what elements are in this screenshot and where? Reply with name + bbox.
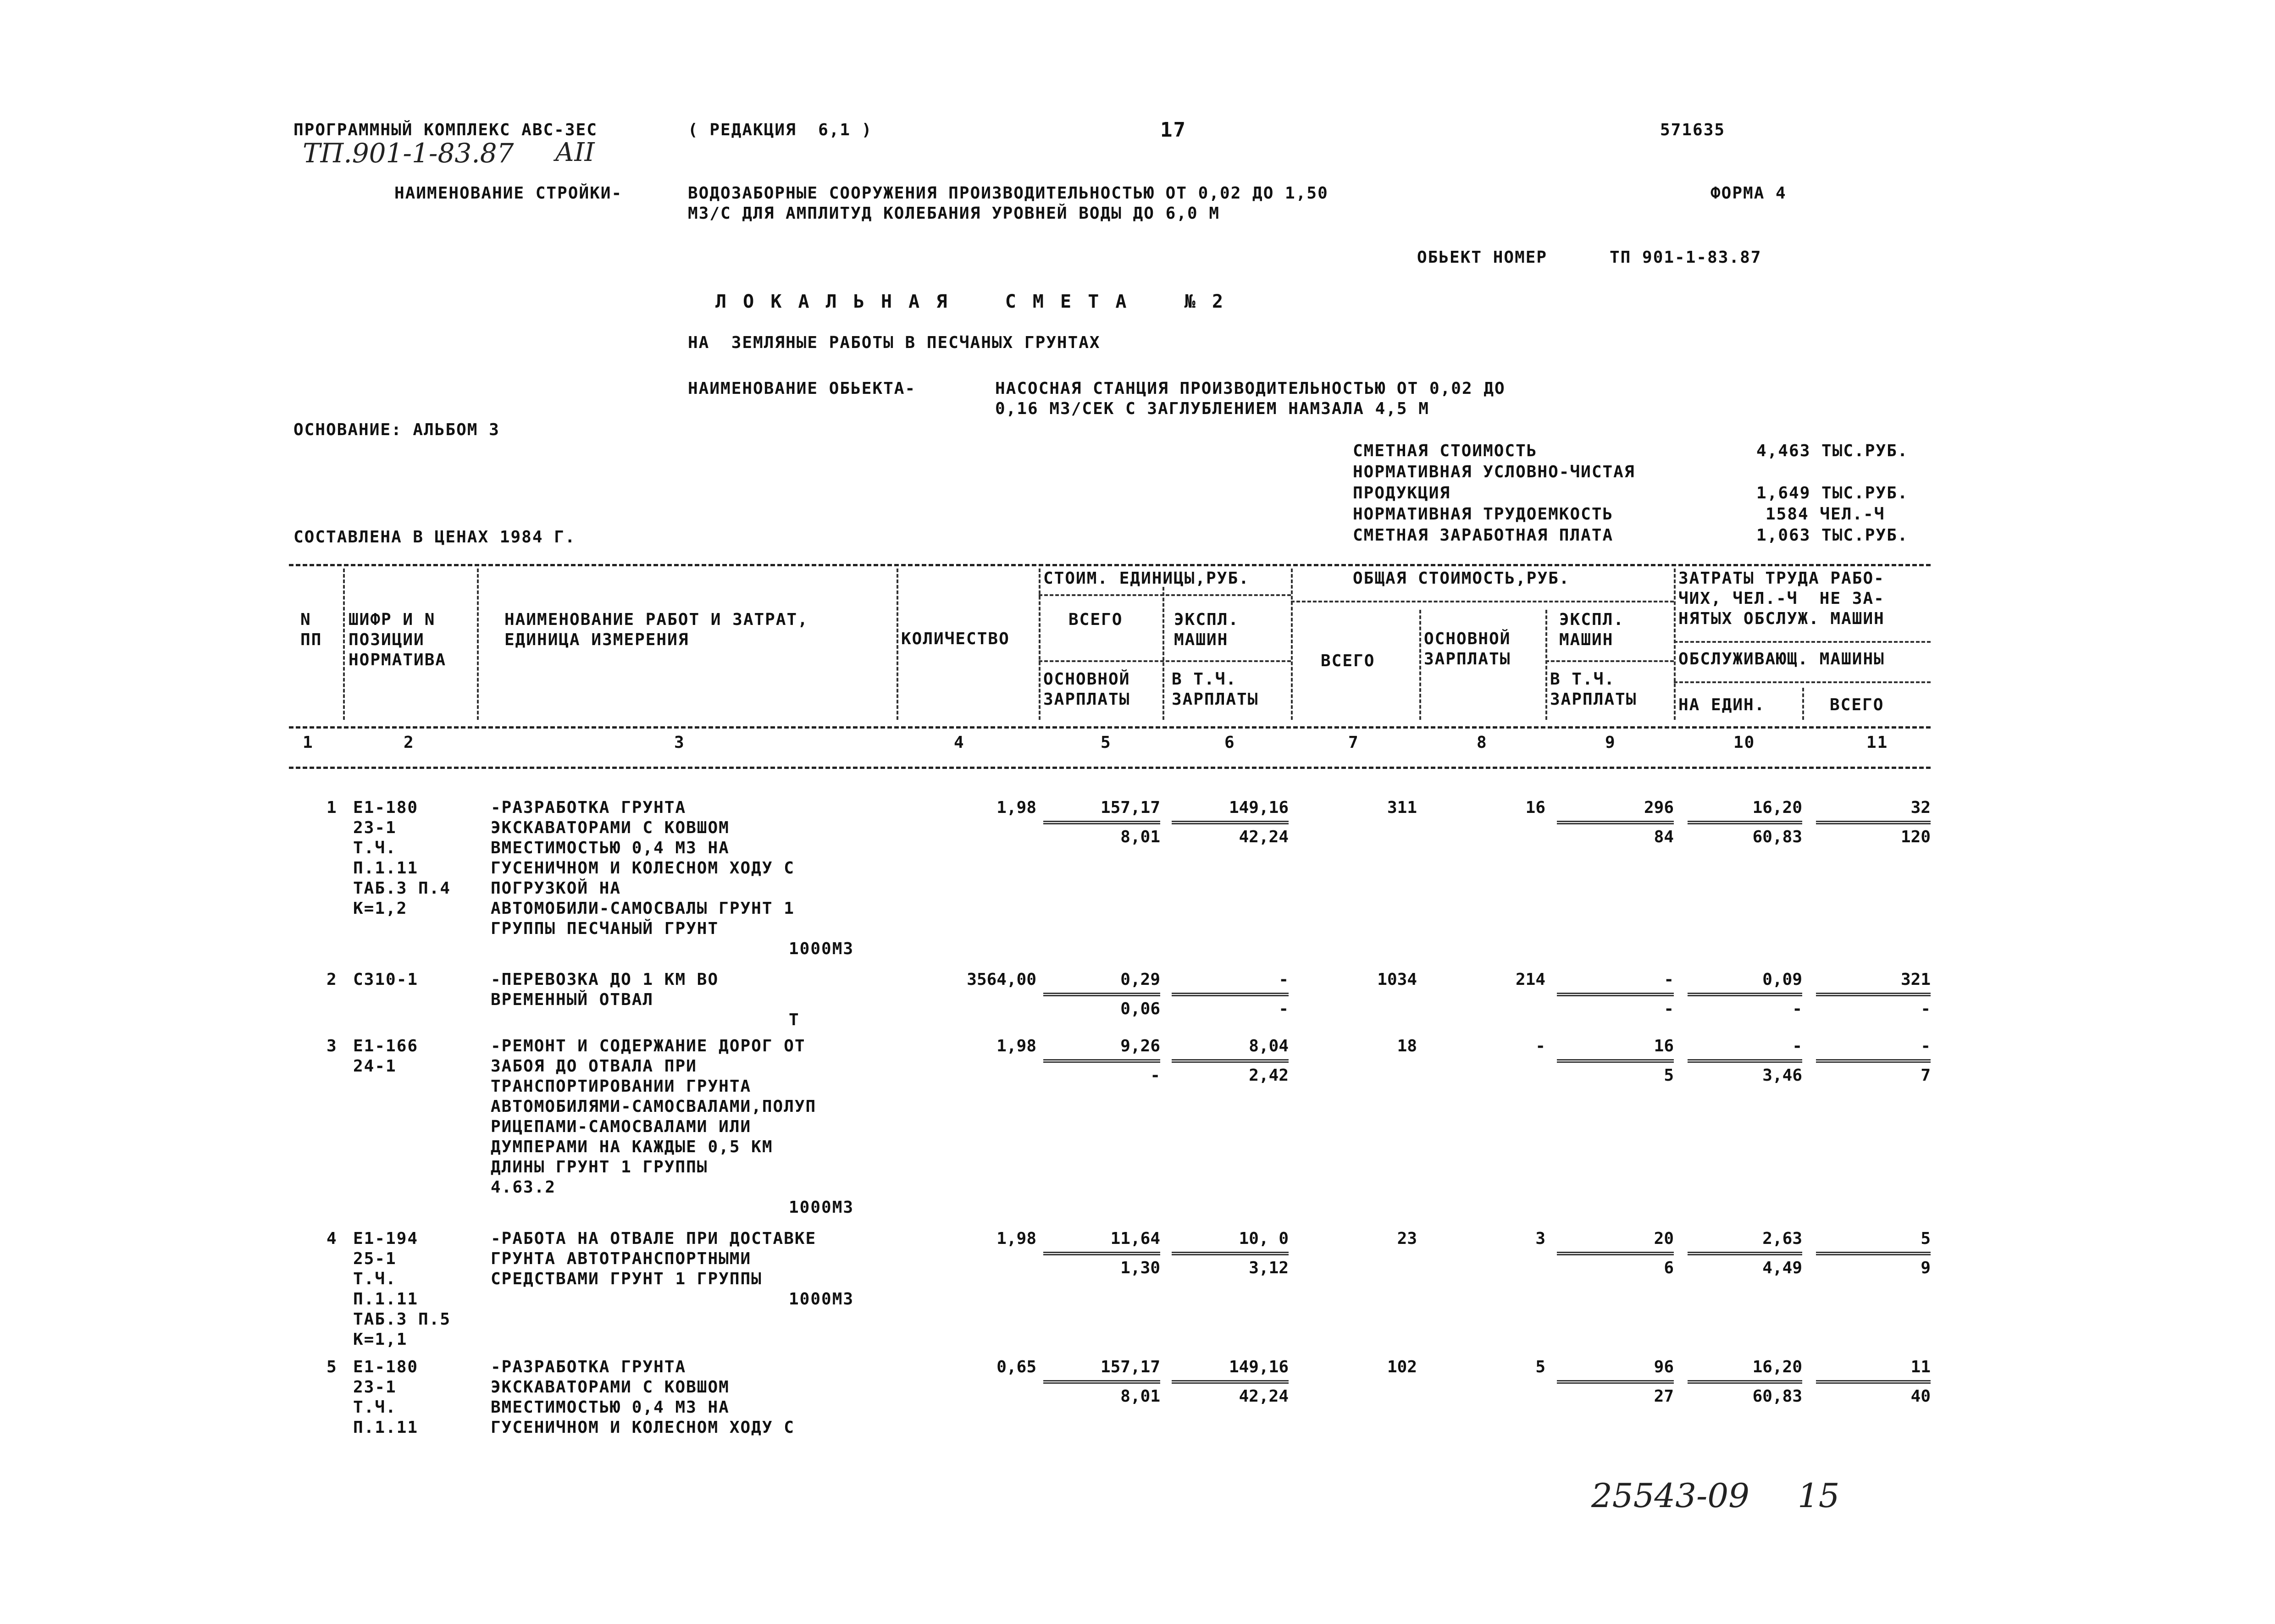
col-header-11: ВСЕГО <box>1830 696 1884 714</box>
program-name: ПРОГРАММНЫЙ КОМПЛЕКС АВС-ЗЕС <box>293 121 598 139</box>
col-header-9b: В Т.Ч. ЗАРПЛАТЫ <box>1550 670 1637 709</box>
row-total-cost: 311 <box>1387 798 1417 817</box>
col-header-10: НА ЕДИН. <box>1678 696 1766 714</box>
group-header-labor: ЗАТРАТЫ ТРУДА РАБО- ЧИХ, ЧЕЛ.-Ч НЕ ЗА- НЯТЫХ ОБСЛУЖ. МАШИН <box>1678 569 1885 628</box>
group-rule <box>1039 660 1291 662</box>
row-code: Е1-166 24-1 <box>353 1037 419 1076</box>
edition-label: ( РЕДАКЦИЯ 6,1 ) <box>688 121 873 139</box>
row-unit-cost-machines: 149,16 <box>1229 798 1289 817</box>
group-rule <box>1674 641 1931 643</box>
stroika-line1: ВОДОЗАБОРНЫЕ СООРУЖЕНИЯ ПРОИЗВОДИТЕЛЬНОСТЬЮ ОТ 0,02 ДО 1,50 <box>688 184 1328 203</box>
col-header-3: НАИМЕНОВАНИЕ РАБОТ И ЗАТРАТ, ЕДИНИЦА ИЗМЕРЕНИЯ <box>504 610 808 649</box>
row-unit-cost-wages: 8,01 <box>1120 828 1160 846</box>
col-sep <box>1545 610 1547 720</box>
row-labor-total: 32 <box>1910 798 1931 817</box>
sheet-number: 15 <box>1798 1476 1840 1515</box>
row-unit-cost-machine-wages: 2,42 <box>1249 1066 1289 1085</box>
row-code: Е1-180 23-1 Т.Ч. П.1.11 ТАБ.3 П.4 К=1,2 <box>353 798 451 918</box>
col-header-1: N ПП <box>300 610 322 649</box>
value-divider <box>1816 1252 1931 1255</box>
col-number: 3 <box>674 733 685 752</box>
row-total-machine-wages: 5 <box>1664 1066 1674 1085</box>
col-number: 8 <box>1477 733 1488 752</box>
row-total-wages: - <box>1535 1037 1545 1055</box>
summary-value: 1,649 ТЫС.РУБ. <box>1756 484 1909 503</box>
row-name: -РЕМОНТ И СОДЕРЖАНИЕ ДОРОГ ОТ ЗАБОЯ ДО ОТВАЛА ПРИ ТРАНСПОРТИРОВАНИИ ГРУНТА АВТОМОБИЛЯМИ-САМОСВАЛАМИ,ПОЛУП РИЦЕПАМИ-САМОСВАЛАМИ ИЛИ ДУМПЕРАМИ НА КАЖДЫЕ 0,5 КМ ДЛИНЫ ГРУНТ 1 ГРУППЫ 4.63.2 <box>491 1037 817 1197</box>
col-number: 9 <box>1605 733 1616 752</box>
row-labor-unit: 16,20 <box>1752 1358 1802 1376</box>
value-divider <box>1816 1380 1931 1384</box>
col-sep <box>897 569 898 720</box>
value-divider <box>1557 821 1674 824</box>
row-unit: Т <box>789 1011 800 1029</box>
row-qty: 3564,00 <box>967 970 1036 989</box>
row-number: 4 <box>327 1229 338 1248</box>
value-divider <box>1557 1059 1674 1063</box>
row-qty: 1,98 <box>996 1229 1036 1248</box>
value-divider <box>1043 1252 1160 1255</box>
column-numbers-rule <box>289 767 1931 769</box>
row-unit-cost-machine-wages: - <box>1279 1000 1289 1018</box>
object-number: ТП 901-1-83.87 <box>1610 248 1762 267</box>
table-top-rule <box>289 564 1931 566</box>
col-sep <box>477 569 479 720</box>
col-header-5a: ВСЕГО <box>1068 610 1123 629</box>
row-labor-unit-machines: 3,46 <box>1762 1066 1802 1085</box>
row-number: 5 <box>327 1358 338 1376</box>
value-divider <box>1688 1252 1802 1255</box>
col-header-4: КОЛИЧЕСТВО <box>901 630 1010 648</box>
row-unit-cost-total: 0,29 <box>1120 970 1160 989</box>
col-number: 7 <box>1348 733 1359 752</box>
value-divider <box>1172 1059 1289 1063</box>
row-total-machines: 16 <box>1654 1037 1674 1055</box>
value-divider <box>1557 993 1674 996</box>
row-labor-unit-machines: - <box>1792 1000 1802 1018</box>
row-qty: 1,98 <box>996 798 1036 817</box>
col-header-6a: ЭКСПЛ. МАШИН <box>1174 610 1240 649</box>
col-number: 5 <box>1101 733 1112 752</box>
row-labor-unit-machines: 4,49 <box>1762 1259 1802 1277</box>
handwritten-album: АII <box>555 138 595 167</box>
value-divider <box>1557 1380 1674 1384</box>
osnovanie: ОСНОВАНИЕ: АЛЬБОМ 3 <box>293 420 500 439</box>
row-unit-cost-wages: 1,30 <box>1120 1259 1160 1277</box>
row-labor-total: 5 <box>1921 1229 1931 1248</box>
row-unit-cost-machines: 8,04 <box>1249 1037 1289 1055</box>
col-header-8: ОСНОВНОЙ ЗАРПЛАТЫ <box>1424 630 1511 668</box>
object-name-label: НАИМЕНОВАНИЕ ОБЬЕКТА- <box>688 379 916 398</box>
row-labor-unit: - <box>1792 1037 1802 1055</box>
row-total-machines: 96 <box>1654 1358 1674 1376</box>
row-unit-cost-total: 157,17 <box>1100 798 1160 817</box>
value-divider <box>1043 993 1160 996</box>
row-unit-cost-wages: 0,06 <box>1120 1000 1160 1018</box>
row-total-wages: 16 <box>1525 798 1545 817</box>
handwritten-ref: ТП.901-1-83.87 <box>303 138 514 169</box>
row-labor-unit: 16,20 <box>1752 798 1802 817</box>
col-number: 4 <box>954 733 965 752</box>
row-total-machines: - <box>1664 970 1674 989</box>
value-divider <box>1172 993 1289 996</box>
row-labor-total-machines: - <box>1921 1000 1931 1018</box>
row-unit-cost-machine-wages: 42,24 <box>1239 828 1289 846</box>
stroika-line2: М3/С ДЛЯ АМПЛИТУД КОЛЕБАНИЯ УРОВНЕЙ ВОДЫ ДО 6,0 М <box>688 204 1220 223</box>
object-name-line2: 0,16 М3/СЕК С ЗАГЛУБЛЕНИЕМ НАМЗАЛА 4,5 М <box>995 399 1429 418</box>
summary-value: 1,063 ТЫС.РУБ. <box>1756 526 1909 545</box>
row-labor-total-machines: 40 <box>1910 1387 1931 1406</box>
value-divider <box>1816 993 1931 996</box>
col-sep <box>1039 569 1041 720</box>
group-rule <box>1291 601 1674 602</box>
row-total-wages: 3 <box>1535 1229 1545 1248</box>
row-unit: 1000М3 <box>789 1198 854 1217</box>
row-number: 3 <box>327 1037 338 1055</box>
col-header-2: ШИФР И N ПОЗИЦИИ НОРМАТИВА <box>349 610 447 669</box>
header-bottom-rule <box>289 726 1931 729</box>
row-unit-cost-total: 157,17 <box>1100 1358 1160 1376</box>
row-unit-cost-machines: - <box>1279 970 1289 989</box>
row-labor-total: - <box>1921 1037 1931 1055</box>
row-code: Е1-194 25-1 Т.Ч. П.1.11 ТАБ.3 П.5 К=1,1 <box>353 1229 451 1349</box>
row-total-machine-wages: 84 <box>1654 828 1674 846</box>
value-divider <box>1172 821 1289 824</box>
value-divider <box>1043 821 1160 824</box>
value-divider <box>1688 1059 1802 1063</box>
value-divider <box>1557 1252 1674 1255</box>
row-code: Е1-180 23-1 Т.Ч. П.1.11 <box>353 1358 419 1437</box>
row-labor-unit: 2,63 <box>1762 1229 1802 1248</box>
summary-label: СМЕТНАЯ ЗАРАБОТНАЯ ПЛАТА <box>1353 526 1614 545</box>
row-name: -РАБОТА НА ОТВАЛЕ ПРИ ДОСТАВКЕ ГРУНТА АВТОТРАНСПОРТНЫМИ СРЕДСТВАМИ ГРУНТ 1 ГРУППЫ <box>491 1229 817 1288</box>
row-total-machines: 20 <box>1654 1229 1674 1248</box>
summary-value: 4,463 ТЫС.РУБ. <box>1756 442 1909 460</box>
summary-label: НОРМАТИВНАЯ УСЛОВНО-ЧИСТАЯ <box>1353 463 1635 481</box>
object-name-line1: НАСОСНАЯ СТАНЦИЯ ПРОИЗВОДИТЕЛЬНОСТЬЮ ОТ 0,02 ДО <box>995 379 1506 398</box>
document-subtitle: НА ЗЕМЛЯНЫЕ РАБОТЫ В ПЕСЧАНЫХ ГРУНТАХ <box>688 333 1101 352</box>
row-unit: 1000М3 <box>789 1290 854 1309</box>
forma-label: ФОРМА 4 <box>1710 184 1787 203</box>
summary-label: НОРМАТИВНАЯ ТРУДОЕМКОСТЬ <box>1353 505 1614 524</box>
group-rule <box>1545 660 1674 662</box>
document-code: 571635 <box>1660 121 1726 139</box>
row-total-machine-wages: - <box>1664 1000 1674 1018</box>
row-name: -ПЕРЕВОЗКА ДО 1 КМ ВО ВРЕМЕННЫЙ ОТВАЛ <box>491 970 719 1009</box>
value-divider <box>1688 1380 1802 1384</box>
value-divider <box>1172 1252 1289 1255</box>
col-number: 1 <box>303 733 314 752</box>
col-number: 6 <box>1224 733 1235 752</box>
row-qty: 1,98 <box>996 1037 1036 1055</box>
row-name: -РАЗРАБОТКА ГРУНТА ЭКСКАВАТОРАМИ С КОВШОМ ВМЕСТИМОСТЬЮ 0,4 М3 НА ГУСЕНИЧНОМ И КОЛЕСНОМ ХОДУ С ПОГРУЗКОЙ НА АВТОМОБИЛИ-САМОСВАЛЫ ГРУНТ 1 ГРУППЫ ПЕСЧАНЫЙ ГРУНТ <box>491 798 795 938</box>
row-unit-cost-machines: 10, 0 <box>1239 1229 1289 1248</box>
row-unit-cost-total: 11,64 <box>1110 1229 1160 1248</box>
group-header-unit-cost: СТОИМ. ЕДИНИЦЫ,РУБ. <box>1043 569 1250 588</box>
row-total-machine-wages: 27 <box>1654 1387 1674 1406</box>
col-sep <box>1674 569 1676 720</box>
row-labor-unit: 0,09 <box>1762 970 1802 989</box>
document-title: Л О К А Л Ь Н А Я С М Е Т А № 2 <box>715 291 1226 312</box>
value-divider <box>1172 1380 1289 1384</box>
row-total-wages: 214 <box>1515 970 1545 989</box>
value-divider <box>1816 821 1931 824</box>
row-name: -РАЗРАБОТКА ГРУНТА ЭКСКАВАТОРАМИ С КОВШОМ ВМЕСТИМОСТЬЮ 0,4 М3 НА ГУСЕНИЧНОМ И КОЛЕСНОМ ХОДУ С <box>491 1358 795 1437</box>
group-header-total-cost: ОБЩАЯ СТОИМОСТЬ,РУБ. <box>1353 569 1570 588</box>
page-number: 17 <box>1160 118 1186 142</box>
col-header-9a: ЭКСПЛ. МАШИН <box>1559 610 1625 649</box>
row-labor-total: 321 <box>1900 970 1931 989</box>
row-number: 1 <box>327 798 338 817</box>
row-total-machine-wages: 6 <box>1664 1259 1674 1277</box>
row-unit-cost-machine-wages: 3,12 <box>1249 1259 1289 1277</box>
col-number: 10 <box>1733 733 1755 752</box>
group-rule <box>1674 681 1931 683</box>
row-number: 2 <box>327 970 338 989</box>
col-sep <box>1802 688 1804 720</box>
stamp-number: 25543-09 <box>1591 1476 1749 1515</box>
value-divider <box>1043 1380 1160 1384</box>
object-number-label: ОБЬЕКТ НОМЕР <box>1417 248 1548 267</box>
sostavlena: СОСТАВЛЕНА В ЦЕНАХ 1984 Г. <box>293 528 576 547</box>
row-unit-cost-machine-wages: 42,24 <box>1239 1387 1289 1406</box>
row-total-cost: 23 <box>1397 1229 1417 1248</box>
summary-label: ПРОДУКЦИЯ <box>1353 484 1451 503</box>
col-header-5b: ОСНОВНОЙ ЗАРПЛАТЫ <box>1043 670 1130 709</box>
row-total-wages: 5 <box>1535 1358 1545 1376</box>
value-divider <box>1688 993 1802 996</box>
summary-label: СМЕТНАЯ СТОИМОСТЬ <box>1353 442 1538 460</box>
row-total-cost: 1034 <box>1377 970 1417 989</box>
col-number: 2 <box>404 733 415 752</box>
col-sep <box>1291 569 1293 720</box>
column-numbers-row <box>0 733 2275 756</box>
row-total-cost: 18 <box>1397 1037 1417 1055</box>
col-header-6b: В Т.Ч. ЗАРПЛАТЫ <box>1172 670 1259 709</box>
col-header-7: ВСЕГО <box>1321 652 1375 670</box>
col-number: 11 <box>1866 733 1888 752</box>
row-code: С310-1 <box>353 970 419 989</box>
row-unit-cost-wages: 8,01 <box>1120 1387 1160 1406</box>
col-sep <box>343 569 345 720</box>
value-divider <box>1688 821 1802 824</box>
row-unit-cost-wages: - <box>1150 1066 1160 1085</box>
row-labor-unit-machines: 60,83 <box>1752 1387 1802 1406</box>
row-labor-total-machines: 120 <box>1900 828 1931 846</box>
row-total-machines: 296 <box>1644 798 1674 817</box>
summary-value: 1584 ЧЕЛ.-Ч <box>1766 505 1885 524</box>
row-labor-unit-machines: 60,83 <box>1752 828 1802 846</box>
group-header-labor-b: ОБСЛУЖИВАЮЩ. МАШИНЫ <box>1678 650 1885 668</box>
row-labor-total-machines: 9 <box>1921 1259 1931 1277</box>
row-unit-cost-machines: 149,16 <box>1229 1358 1289 1376</box>
col-sep <box>1419 610 1421 720</box>
stroika-label: НАИМЕНОВАНИЕ СТРОЙКИ- <box>394 184 623 203</box>
row-labor-total: 11 <box>1910 1358 1931 1376</box>
row-total-cost: 102 <box>1387 1358 1417 1376</box>
row-qty: 0,65 <box>996 1358 1036 1376</box>
row-unit: 1000М3 <box>789 939 854 958</box>
row-unit-cost-total: 9,26 <box>1120 1037 1160 1055</box>
row-labor-total-machines: 7 <box>1921 1066 1931 1085</box>
value-divider <box>1043 1059 1160 1063</box>
value-divider <box>1816 1059 1931 1063</box>
group-rule <box>1039 594 1291 596</box>
col-sep <box>1162 587 1164 720</box>
